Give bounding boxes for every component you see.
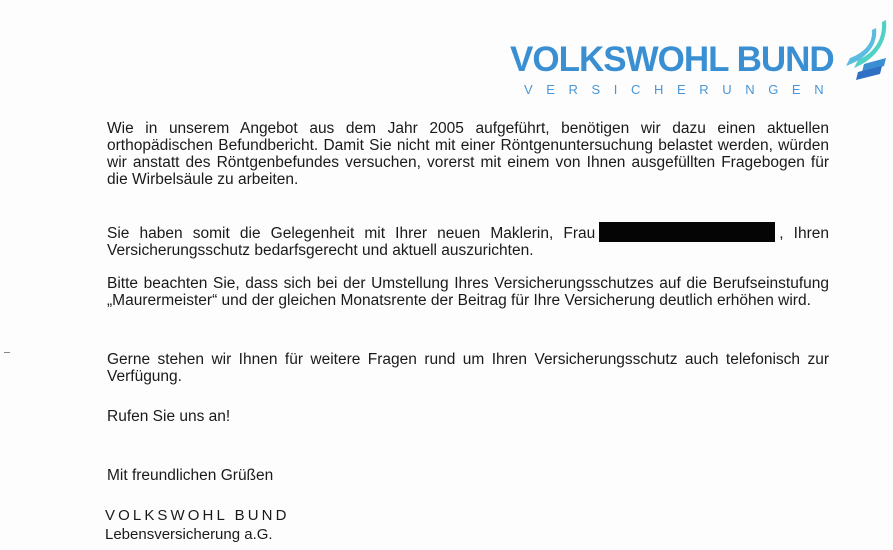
paragraph-maklerin [107,222,829,259]
logo-swoosh-icon [836,18,890,80]
paragraph-fragen: Gerne stehen wir Ihnen für weitere Fragen rund um Ihren Versicherungsschutz auch telefonisch zur Verfügung. [107,351,829,385]
paragraph-call-to-action: Rufen Sie uns an! [107,408,231,425]
paragraph-maklerin-start: Sie haben somit die Gelegenheit mit Ihrer neuen Maklerin, Frau [107,225,596,242]
logo-wordmark: VOLKSWOHL BUND [510,40,834,79]
signature-entity: Lebensversicherung a.G. [105,526,273,543]
closing-greeting: Mit freundlichen Grüßen [107,467,274,484]
paragraph-befundbericht: Wie in unserem Angebot aus dem Jahr 2005 aufgeführt, benötigen wir dazu einen aktuellen orthopädischen Befundbericht. Damit Sie nicht mit einer Röntgenuntersuchung belastet werden, würden wir anstatt des Röntgenbefundes versuchen, vorerst mit einem von Ihnen ausgefüllten Fragebogen für die Wirbelsäule zu arbeiten. [107,120,829,188]
signature-company: VOLKSWOHL BUND [105,507,290,524]
company-logo [510,18,890,102]
paragraph-maklerin-end: , Ihren Versicherungsschutz bedarfsgerecht und aktuell auszurichten. [107,225,830,259]
logo-subtitle: VERSICHERUNGEN [524,82,838,97]
margin-mark [4,352,10,353]
paragraph-berufseinstufung: Bitte beachten Sie, dass sich bei der Umstellung Ihres Versicherungsschutzes auf die Berufseinstufung „Maurermeister“ und der gleichen Monatsrente der Beitrag für Ihre Versicherung deutlich erhöhen wird. [107,275,829,309]
redacted-name-block [599,222,775,242]
